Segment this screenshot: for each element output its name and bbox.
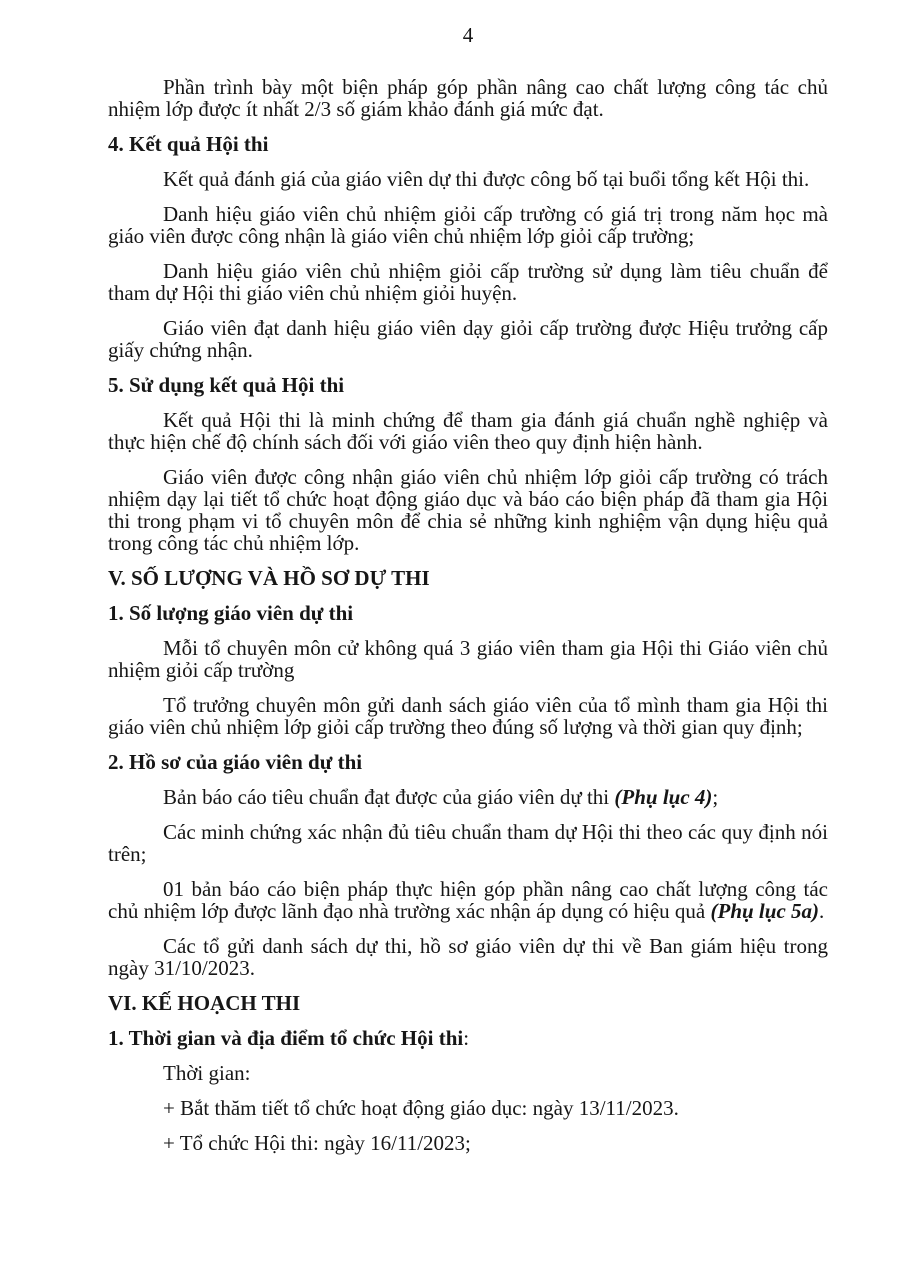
page-number: 4 [462, 23, 474, 47]
paragraph-text: ; [712, 785, 719, 809]
phu-luc-5a-reference: (Phụ lục 5a) [710, 899, 820, 923]
paragraph-cac-minh-chung: Các minh chứng xác nhận đủ tiêu chuẩn tham dự Hội thi theo các quy định nói trên; [108, 820, 828, 866]
paragraph-danh-hieu-tieu-chuan: Danh hiệu giáo viên chủ nhiệm giỏi cấp trường sử dụng làm tiêu chuẩn để tham dự Hội thi giáo viên chủ nhiệm giỏi huyện. [108, 259, 828, 305]
paragraph-ket-qua-danh-gia: Kết quả đánh giá của giáo viên dự thi được công bố tại buổi tổng kết Hội thi. [163, 167, 810, 191]
document-body [108, 76, 828, 1167]
paragraph-minh-chung-chuan-nghe-nghiep: Kết quả Hội thi là minh chứng để tham gia đánh giá chuẩn nghề nghiệp và thực hiện chế độ chính sách đối với giáo viên theo quy định hiện hành. [108, 408, 828, 454]
paragraph-text: Bản báo cáo tiêu chuẩn đạt được của giáo viên dự thi [163, 785, 615, 809]
paragraph-01-ban-bao-cao [108, 878, 828, 922]
paragraph-giay-chung-nhan: Giáo viên đạt danh hiệu giáo viên dạy giỏi cấp trường được Hiệu trưởng cấp giấy chứng nhận. [108, 316, 828, 362]
section-v-so-luong-ho-so: V. SỐ LƯỢNG VÀ HỒ SƠ DỰ THI [108, 566, 430, 590]
paragraph-thoi-gian-label: Thời gian: [163, 1061, 251, 1085]
heading-5-su-dung-ket-qua: 5. Sử dụng kết quả Hội thi [108, 373, 345, 397]
paragraph-trinh-bay-bien-phap: Phần trình bày một biện pháp góp phần nâng cao chất lượng công tác chủ nhiệm lớp được ít nhất 2/3 số giám khảo đánh giá mức đạt. [108, 75, 828, 121]
paragraph-text: . [819, 899, 825, 923]
paragraph-to-truong-gui-danh-sach: Tổ trưởng chuyên môn gửi danh sách giáo viên của tổ mình tham gia Hội thi giáo viên chủ nhiệm lớp giỏi cấp trường theo đúng số lượng và thời gian quy định; [108, 693, 828, 739]
paragraph-gui-danh-sach-du-thi: Các tổ gửi danh sách dự thi, hồ sơ giáo viên dự thi về Ban giám hiệu trong ngày 31/10/2023. [108, 934, 828, 980]
heading-4-ket-qua-hoi-thi: 4. Kết quả Hội thi [108, 132, 269, 156]
heading-text: 1. Thời gian và địa điểm tổ chức Hội thi [108, 1026, 464, 1050]
heading-2-ho-so-giao-vien: 2. Hồ sơ của giáo viên dự thi [108, 750, 363, 774]
paragraph-ban-bao-cao-tieu-chuan [108, 786, 828, 808]
paragraph-text: 01 bản báo cáo biện pháp thực hiện góp phần nâng cao chất lượng công tác chủ nhiệm lớp được lãnh đạo nhà trường xác nhận áp dụng có hiệu quả [108, 877, 828, 923]
heading-1-thoi-gian-dia-diem [108, 1027, 828, 1049]
paragraph-bat-tham-ngay: + Bắt thăm tiết tổ chức hoạt động giáo dục: ngày 13/11/2023. [163, 1096, 679, 1120]
heading-1-so-luong-giao-vien: 1. Số lượng giáo viên dự thi [108, 601, 354, 625]
section-vi-ke-hoach-thi: VI. KẾ HOẠCH THI [108, 991, 301, 1015]
heading-colon: : [463, 1026, 470, 1050]
paragraph-danh-hieu-gia-tri: Danh hiệu giáo viên chủ nhiệm giỏi cấp trường có giá trị trong năm học mà giáo viên được công nhận là giáo viên chủ nhiệm lớp giỏi cấp trường; [108, 202, 828, 248]
phu-luc-4-reference: (Phụ lục 4) [614, 785, 713, 809]
paragraph-moi-to-chuyen-mon: Mỗi tổ chuyên môn cử không quá 3 giáo viên tham gia Hội thi Giáo viên chủ nhiệm giỏi cấp trường [108, 636, 828, 682]
paragraph-to-chuc-hoi-thi-ngay: + Tổ chức Hội thi: ngày 16/11/2023; [163, 1131, 471, 1155]
paragraph-trach-nhiem-day-lai-tiet: Giáo viên được công nhận giáo viên chủ nhiệm lớp giỏi cấp trường có trách nhiệm dạy lại tiết tổ chức hoạt động giáo dục và báo cáo biện pháp đã tham gia Hội thi trong phạm vi tổ chuyên môn để chia sẻ những kinh nghiệm vận dụng hiệu quả trong công tác chủ nhiệm lớp. [108, 465, 828, 555]
